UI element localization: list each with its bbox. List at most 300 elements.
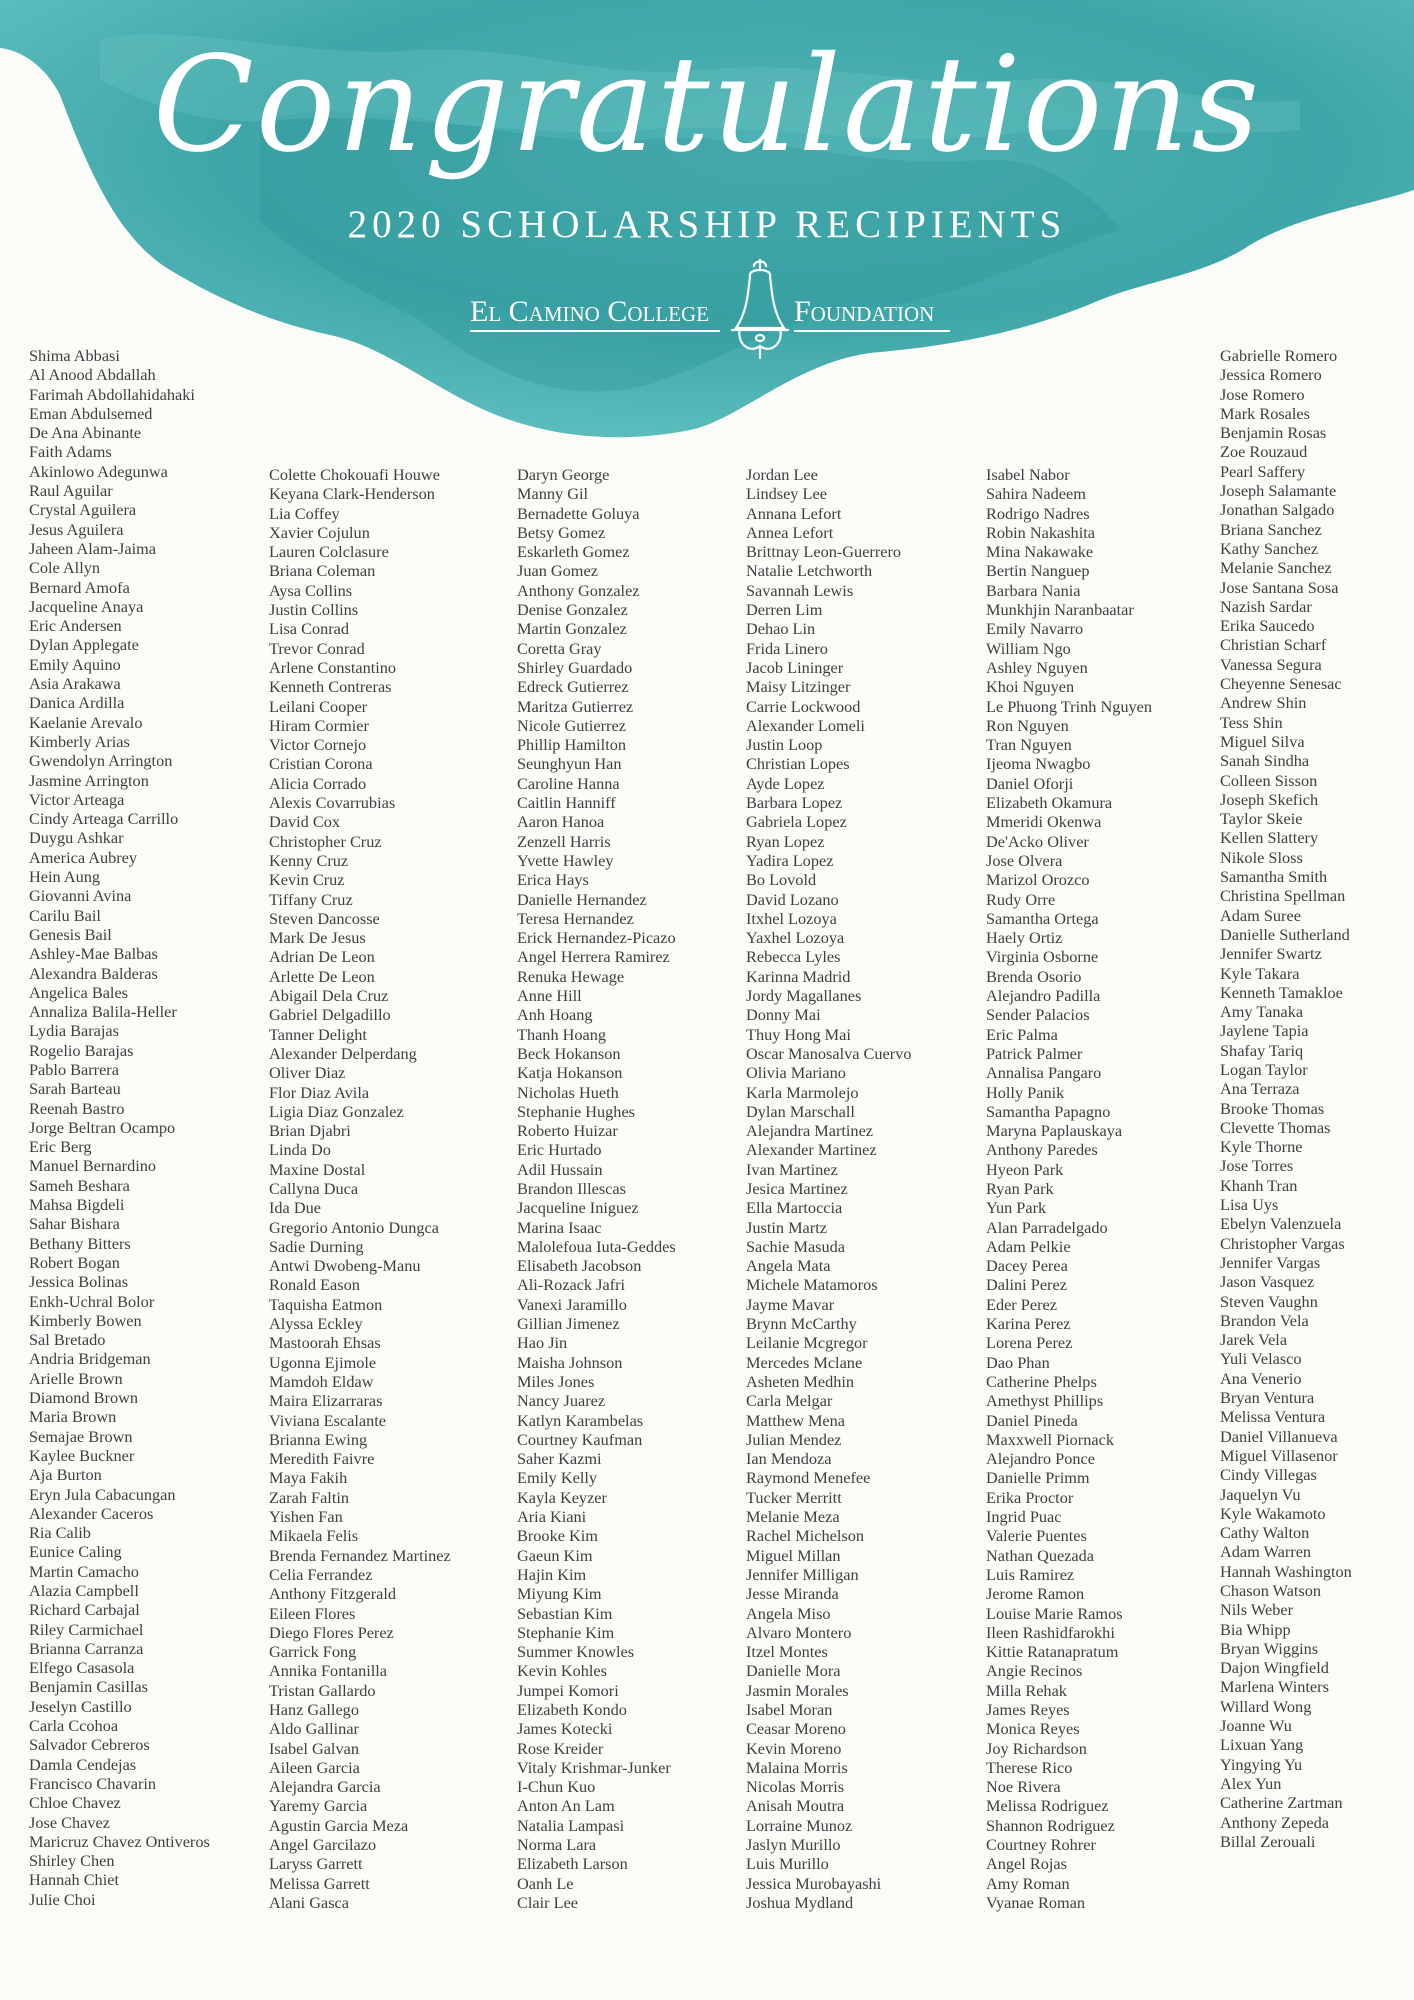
recipient-name: De Ana Abinante [29,423,142,443]
recipient-name: Sal Bretado [29,1330,106,1350]
recipient-name: Haely Ortiz [986,928,1063,948]
recipient-name: Elizabeth Kondo [517,1700,627,1719]
recipient-name: Mahsa Bigdeli [29,1195,125,1215]
recipient-name: Katlyn Karambelas [517,1410,644,1430]
recipient-name: Damla Cendejas [29,1754,137,1774]
recipient-name: Yishen Fan [269,1507,343,1527]
recipient-name: Annaliza Balila-Heller [29,1002,177,1022]
recipient-name: Caitlin Hanniff [517,793,616,813]
recipient-name: Pablo Barrera [29,1059,119,1079]
recipient-name: Kenneth Tamakloe [1220,982,1343,1002]
recipient-name: Tess Shin [1220,712,1283,732]
recipient-name: Gwendolyn Arrington [29,751,173,771]
recipient-name: Itzel Montes [746,1642,828,1662]
recipient-name: Kyle Thorne [1220,1137,1303,1157]
recipient-name: Jose Chavez [29,1812,110,1832]
recipient-name: Coretta Gray [517,638,602,658]
recipient-name: Anthony Zepeda [1220,1812,1329,1832]
recipient-name: Lisa Conrad [269,619,350,639]
recipient-name: Rudy Orre [986,889,1056,909]
recipient-name: Lixuan Yang [1220,1735,1304,1755]
recipient-name: Virginia Osborne [986,947,1099,967]
recipient-name: Amethyst Phillips [986,1391,1104,1411]
recipient-name: Barbara Lopez [746,793,843,813]
recipient-name: Dylan Marschall [746,1101,855,1121]
recipient-name: Rachel Michelson [746,1526,865,1546]
recipient-name: Karina Perez [986,1314,1071,1334]
recipient-name: Alvaro Montero [746,1622,852,1642]
recipient-name: Nancy Juarez [517,1391,606,1411]
recipient-name: Alazia Campbell [29,1581,139,1600]
recipient-name: Summer Knowles [517,1642,635,1662]
recipient-name: Chloe Chavez [29,1793,121,1813]
recipient-name: Hannah Chiet [29,1870,119,1890]
recipient-name: Isabel Nabor [986,465,1070,484]
recipient-name: Malaina Morris [746,1757,848,1777]
recipient-name: Courtney Rohrer [986,1835,1096,1855]
recipient-name: Jose Olvera [986,850,1063,870]
recipient-column-3 [517,465,676,1912]
recipient-column-1 [29,346,210,1909]
recipient-name: Sahar Bishara [29,1214,120,1234]
recipient-name: Eric Andersen [29,616,122,636]
recipient-name: Patrick Palmer [986,1043,1083,1063]
recipient-name: Alyssa Eckley [269,1314,363,1334]
recipient-name: Cole Allyn [29,558,101,578]
recipient-name: Shirley Chen [29,1851,115,1871]
recipient-name: Colleen Sisson [1220,770,1318,790]
recipient-name: Kathy Sanchez [1220,538,1319,558]
recipient-name: Milla Rehak [986,1680,1067,1700]
recipient-name: Jacqueline Anaya [29,596,144,616]
recipient-name: Marizol Orozco [986,870,1090,890]
recipient-name: Semajae Brown [29,1426,133,1446]
recipient-name: Linda Do [269,1140,331,1160]
recipient-name: Yvette Hawley [517,850,614,870]
recipient-name: Nicole Gutierrez [517,715,626,735]
recipient-name: Maxine Dostal [269,1159,366,1179]
recipient-name: Mikaela Felis [269,1526,359,1546]
recipient-name: Angel Rojas [986,1854,1067,1874]
recipient-name: Garrick Fong [269,1642,357,1662]
recipient-name: Jennifer Swartz [1220,944,1322,964]
recipient-name: Annana Lefort [746,503,842,523]
recipient-name: Tanner Delight [269,1024,367,1044]
recipient-name: Lindsey Lee [746,484,827,504]
recipient-name: Elizabeth Okamura [986,793,1113,813]
recipient-name: Ida Due [269,1198,321,1218]
recipient-name: Brenda Fernandez Martinez [269,1545,451,1565]
recipient-name: Martin Gonzalez [517,619,627,639]
recipient-name: Taquisha Eatmon [269,1294,383,1314]
recipient-name: Holly Panik [986,1082,1065,1102]
recipient-name: Vyanae Roman [986,1892,1086,1912]
recipient-name: Benjamin Rosas [1220,423,1327,443]
recipient-name: Shirley Guardado [517,657,633,677]
recipient-name: Zoe Rouzaud [1220,442,1308,462]
recipient-name: David Cox [269,812,340,832]
recipient-name: Sender Palacios [986,1005,1090,1025]
recipient-name: Itxhel Lozoya [746,908,837,928]
recipient-name: Melissa Rodriguez [986,1796,1109,1816]
recipient-name: Clair Lee [517,1892,579,1912]
recipient-name: Brooke Thomas [1220,1098,1325,1118]
recipient-name: Nils Weber [1220,1600,1293,1620]
recipient-name: Catherine Phelps [986,1371,1097,1391]
recipient-name: Brandon Illescas [517,1178,626,1198]
recipient-name: Ashley Nguyen [986,657,1088,677]
recipient-name: Adam Suree [1220,905,1301,925]
recipient-name: Christian Lopes [746,754,850,774]
recipient-name: Brynn McCarthy [746,1314,857,1334]
recipient-name: Maryna Paplauskaya [986,1121,1123,1141]
recipient-name: Cristian Corona [269,754,373,774]
recipient-name: Ivan Martinez [746,1159,838,1179]
recipient-name: Caroline Hanna [517,773,620,793]
recipient-name: Eric Palma [986,1024,1058,1044]
recipient-name: Flor Diaz Avila [269,1082,370,1102]
recipient-name: Kellen Slattery [1220,828,1319,848]
recipient-name: Jordy Magallanes [746,986,862,1006]
recipient-name: Viviana Escalante [269,1410,387,1430]
recipient-name: Daniel Villanueva [1220,1426,1338,1446]
recipient-name: Samantha Smith [1220,867,1328,887]
recipient-name: Jerome Ramon [986,1584,1085,1604]
recipient-name: Joshua Mydland [746,1892,854,1912]
recipient-name: Karinna Madrid [746,966,851,986]
recipient-name: Ligia Diaz Gonzalez [269,1101,404,1121]
recipient-name: Tucker Merritt [746,1487,842,1507]
recipient-name: Annika Fontanilla [269,1661,388,1681]
recipient-name: Vanexi Jaramillo [517,1294,627,1314]
recipient-name: Danica Ardilla [29,693,125,713]
recipient-name: Jaslyn Murillo [746,1835,841,1855]
recipient-name: Kaylee Buckner [29,1445,135,1465]
recipient-name: Kimberly Bowen [29,1310,142,1330]
recipient-name: Agustin Garcia Meza [269,1815,409,1835]
recipient-name: Miguel Millan [746,1545,841,1565]
recipient-name: Farimah Abdollahidahaki [29,384,195,404]
recipient-name: Anh Hoang [517,1005,593,1025]
recipient-name: Rose Kreider [517,1738,604,1758]
recipient-name: Juan Gomez [517,561,598,581]
recipient-name: Bernadette Goluya [517,503,640,523]
recipient-name: Kaelanie Arevalo [29,712,143,732]
logo-text-right: Foundation [794,295,935,328]
recipient-name: Ugonna Ejimole [269,1352,377,1372]
recipient-name: Frida Linero [746,638,828,658]
recipient-name: Eunice Caling [29,1542,122,1562]
recipient-name: Ebelyn Valenzuela [1220,1214,1342,1234]
recipient-name: Erika Saucedo [1220,616,1315,636]
recipient-name: Cindy Villegas [1220,1465,1317,1485]
recipient-name: Tran Nguyen [986,735,1072,755]
recipient-name: Dehao Lin [746,619,816,639]
recipient-name: Manuel Bernardino [29,1156,157,1176]
recipient-name: Christina Spellman [1220,886,1346,906]
recipient-name: Adil Hussain [517,1159,603,1179]
recipient-name: Victor Cornejo [269,735,367,755]
recipient-name: Maya Fakih [269,1468,348,1488]
recipient-name: Yuli Velasco [1220,1349,1302,1369]
recipient-name: Briana Coleman [269,561,376,581]
recipient-name: Raul Aguilar [29,481,113,501]
recipient-name: Jesica Martinez [746,1178,848,1198]
recipient-name: Bryan Wiggins [1220,1638,1319,1658]
recipient-name: Francisco Chavarin [29,1773,157,1793]
recipient-name: James Reyes [986,1700,1070,1719]
recipient-name: Kyle Takara [1220,963,1300,983]
recipient-name: Arlene Constantino [269,657,397,677]
recipient-name: Leilani Cooper [269,696,368,716]
recipient-name: Brittnay Leon-Guerrero [746,542,902,562]
recipient-name: Elfego Casasola [29,1658,135,1678]
recipient-name: Nicolas Morris [746,1777,845,1797]
recipient-name: Rogelio Barajas [29,1040,134,1060]
recipient-name: Alejandro Padilla [986,986,1101,1006]
recipient-name: Kayla Keyzer [517,1487,607,1507]
recipient-column-5 [986,465,1152,1912]
recipient-name: Aja Burton [29,1465,102,1485]
recipient-name: Taylor Skeie [1220,809,1303,829]
recipient-name: Sarah Barteau [29,1079,121,1099]
recipient-name: Jonathan Salgado [1220,500,1335,520]
recipient-name: Carilu Bail [29,905,101,925]
recipient-name: Ana Venerio [1220,1368,1302,1388]
recipient-name: Briana Sanchez [1220,519,1322,539]
recipient-name: Joseph Skefich [1220,789,1319,809]
recipient-name: Ayde Lopez [746,773,825,793]
recipient-name: Jose Torres [1220,1156,1294,1176]
recipient-name: Alicia Corrado [269,773,367,793]
recipient-name: Chason Watson [1220,1581,1322,1600]
recipient-name: Dao Phan [986,1352,1050,1372]
recipient-name: Hyeon Park [986,1159,1064,1179]
recipient-name: Alexander Delperdang [269,1043,417,1063]
recipient-name: Trevor Conrad [269,638,365,658]
recipient-name: Adam Warren [1220,1542,1312,1562]
recipient-name: Isabel Galvan [269,1738,359,1758]
recipient-name: Melanie Sanchez [1220,558,1332,578]
recipient-name: Karla Marmolejo [746,1082,859,1102]
recipient-name: Bia Whipp [1220,1619,1291,1639]
recipient-name: Brooke Kim [517,1526,598,1546]
recipient-name: Riley Carmichael [29,1619,144,1639]
recipient-name: Colette Chokouafi Houwe [269,465,440,484]
recipient-name: Eric Berg [29,1137,92,1157]
recipient-name: Munkhjin Naranbaatar [986,600,1134,620]
recipient-name: Anton An Lam [517,1796,615,1816]
recipient-name: Khanh Tran [1220,1175,1298,1195]
recipient-name: Ryan Lopez [746,831,825,851]
recipient-name: America Aubrey [29,847,138,867]
recipient-name: Mercedes Mclane [746,1352,863,1372]
page-subtitle: 2020 SCHOLARSHIP RECIPIENTS [347,203,1067,246]
recipient-name: Steven Dancosse [269,908,380,928]
recipient-name: Robin Nakashita [986,522,1095,542]
recipient-name: Kevin Cruz [269,870,345,890]
recipient-name: Kyle Wakamoto [1220,1503,1326,1523]
recipient-name: Ryan Park [986,1178,1054,1198]
recipient-name: Jason Vasquez [1220,1272,1315,1292]
recipient-name: Bethany Bitters [29,1233,131,1253]
recipient-name: Jayme Mavar [746,1294,835,1314]
recipient-name: Jacqueline Iniguez [517,1198,639,1218]
recipient-name: Jarek Vela [1220,1330,1288,1350]
recipient-name: Anne Hill [517,986,582,1006]
logo-text-left: El Camino College [470,295,709,328]
recipient-name: Melissa Ventura [1220,1407,1326,1427]
recipient-name: Jasmine Arrington [29,770,149,790]
recipient-name: Sadie Durning [269,1236,364,1256]
recipient-name: Jessica Murobayashi [746,1873,882,1893]
recipient-name: Valerie Puentes [986,1526,1087,1546]
recipient-name: Duygu Ashkar [29,828,124,848]
recipient-name: Sachie Masuda [746,1236,846,1256]
recipient-name: Donny Mai [746,1005,821,1025]
recipient-name: Danielle Mora [746,1661,841,1681]
recipient-name: Willard Wong [1220,1696,1312,1716]
recipient-name: Hajin Kim [517,1564,587,1584]
recipient-name: Matthew Mena [746,1410,846,1430]
recipient-name: Gillian Jimenez [517,1314,620,1334]
recipient-name: Lorraine Munoz [746,1815,853,1835]
recipient-name: Erick Hernandez-Picazo [517,928,676,948]
recipient-name: Maricruz Chavez Ontiveros [29,1831,210,1851]
recipient-name: Maritza Gutierrez [517,696,634,716]
recipient-name: Melanie Meza [746,1507,840,1527]
recipient-name: Ingrid Puac [986,1507,1062,1527]
recipient-name: Bertin Nanguep [986,561,1090,581]
recipient-name: Angel Garcilazo [269,1835,377,1855]
recipient-name: Christopher Cruz [269,831,382,851]
recipient-name: Lisa Uys [1220,1195,1279,1215]
recipient-name: Marina Isaac [517,1217,602,1237]
recipient-name: Sahira Nadeem [986,484,1086,504]
recipient-name: Ron Nguyen [986,715,1069,735]
recipient-name: Diego Flores Perez [269,1622,394,1642]
recipient-name: Gabriela Lopez [746,812,847,832]
recipient-name: Shafay Tariq [1220,1040,1304,1060]
recipient-name: Billal Zerouali [1220,1831,1316,1851]
recipient-name: Aileen Garcia [269,1757,360,1777]
recipient-name: Sameh Beshara [29,1175,130,1195]
recipient-name: Arlette De Leon [269,966,375,986]
recipient-name: Celia Ferrandez [269,1564,373,1584]
recipient-name: Renuka Hewage [517,966,625,986]
recipient-name: Christian Scharf [1220,635,1327,655]
recipient-name: Arielle Brown [29,1368,123,1388]
recipient-name: Monica Reyes [986,1719,1080,1739]
recipient-name: Angie Recinos [986,1661,1083,1681]
recipient-name: Rebecca Lyles [746,947,841,967]
recipient-name: Robert Bogan [29,1252,120,1272]
recipient-name: Mark De Jesus [269,928,366,948]
recipient-name: Aysa Collins [269,580,353,600]
recipient-name: Alexis Covarrubias [269,793,396,813]
recipient-name: Carla Melgar [746,1391,833,1411]
recipient-name: Mastoorah Ehsas [269,1333,381,1353]
recipient-name: Hao Jin [517,1333,568,1353]
recipient-name: Miles Jones [517,1371,595,1391]
recipient-name: Enkh-Uchral Bolor [29,1291,155,1311]
recipient-name: Steven Vaughn [1220,1291,1318,1311]
recipient-name: Angelica Bales [29,982,129,1002]
recipient-name: Maisy Litzinger [746,677,851,697]
recipient-name: Rodrigo Nadres [986,503,1090,523]
recipient-name: Eder Perez [986,1294,1057,1314]
recipient-name: Beck Hokanson [517,1043,621,1063]
recipient-name: Julian Mendez [746,1429,842,1449]
recipient-name: Martin Camacho [29,1561,139,1581]
recipient-name: Xavier Cojulun [269,522,370,542]
recipient-name: Gabrielle Romero [1220,346,1338,365]
recipient-name: Dacey Perea [986,1256,1068,1276]
recipient-name: Hanz Gallego [269,1700,359,1719]
recipient-name: Catherine Zartman [1220,1793,1343,1813]
recipient-name: Gabriel Delgadillo [269,1005,391,1025]
recipient-name: Ashley-Mae Balbas [29,944,158,964]
recipient-name: Yun Park [986,1198,1047,1218]
recipient-name: Jennifer Milligan [746,1564,859,1584]
recipient-name: Edreck Gutierrez [517,677,629,697]
recipient-name: Kimberly Arias [29,731,130,751]
recipient-name: Jaheen Alam-Jaima [29,538,157,558]
recipient-name: Victor Arteaga [29,789,125,809]
recipient-name: Mark Rosales [1220,403,1310,423]
recipient-name: Kenneth Contreras [269,677,392,697]
recipient-name: Andria Bridgeman [29,1349,151,1369]
recipient-name: Clevette Thomas [1220,1117,1331,1137]
recipient-name: Cindy Arteaga Carrillo [29,809,179,829]
recipient-name: Lorena Perez [986,1333,1073,1353]
recipient-name: Yaremy Garcia [269,1796,368,1816]
recipient-name: Tiffany Cruz [269,889,353,909]
recipient-name: Zenzell Harris [517,831,611,851]
recipient-name: Betsy Gomez [517,522,606,542]
recipient-name: Melissa Garrett [269,1873,370,1893]
recipient-name: Alejandro Ponce [986,1449,1095,1469]
recipient-name: Jennifer Vargas [1220,1252,1321,1272]
recipient-name: Eman Abdulsemed [29,403,153,423]
logo-underline-right [794,330,950,332]
recipient-name: Emily Aquino [29,654,121,674]
recipient-name: Jesse Miranda [746,1584,839,1604]
recipient-name: Alex Yun [1220,1773,1282,1793]
recipient-name: Savannah Lewis [746,580,854,600]
bell-icon [720,256,800,366]
recipient-name: Erika Proctor [986,1487,1074,1507]
recipient-name: Laryss Garrett [269,1854,363,1874]
recipient-name: Daryn George [517,465,610,484]
recipient-name: Joy Richardson [986,1738,1087,1758]
recipient-name: Mamdoh Eldaw [269,1371,374,1391]
recipient-name: Alexandra Balderas [29,963,158,983]
recipient-name: Samantha Ortega [986,908,1099,928]
recipient-name: Noe Rivera [986,1777,1061,1797]
recipient-name: Lydia Barajas [29,1021,119,1041]
recipient-name: Vitaly Krishmar-Junker [517,1757,671,1777]
recipient-name: Jose Romero [1220,384,1305,404]
recipient-name: Alejandra Garcia [269,1777,381,1797]
recipient-name: Natalia Lampasi [517,1815,625,1835]
recipient-name: Louise Marie Ramos [986,1603,1123,1623]
recipient-name: Yaxhel Lozoya [746,928,845,948]
recipient-name: Kenny Cruz [269,850,349,870]
recipient-name: Maria Brown [29,1407,117,1427]
recipient-name: Kevin Kohles [517,1661,607,1681]
recipient-name: Thanh Hoang [517,1024,607,1044]
